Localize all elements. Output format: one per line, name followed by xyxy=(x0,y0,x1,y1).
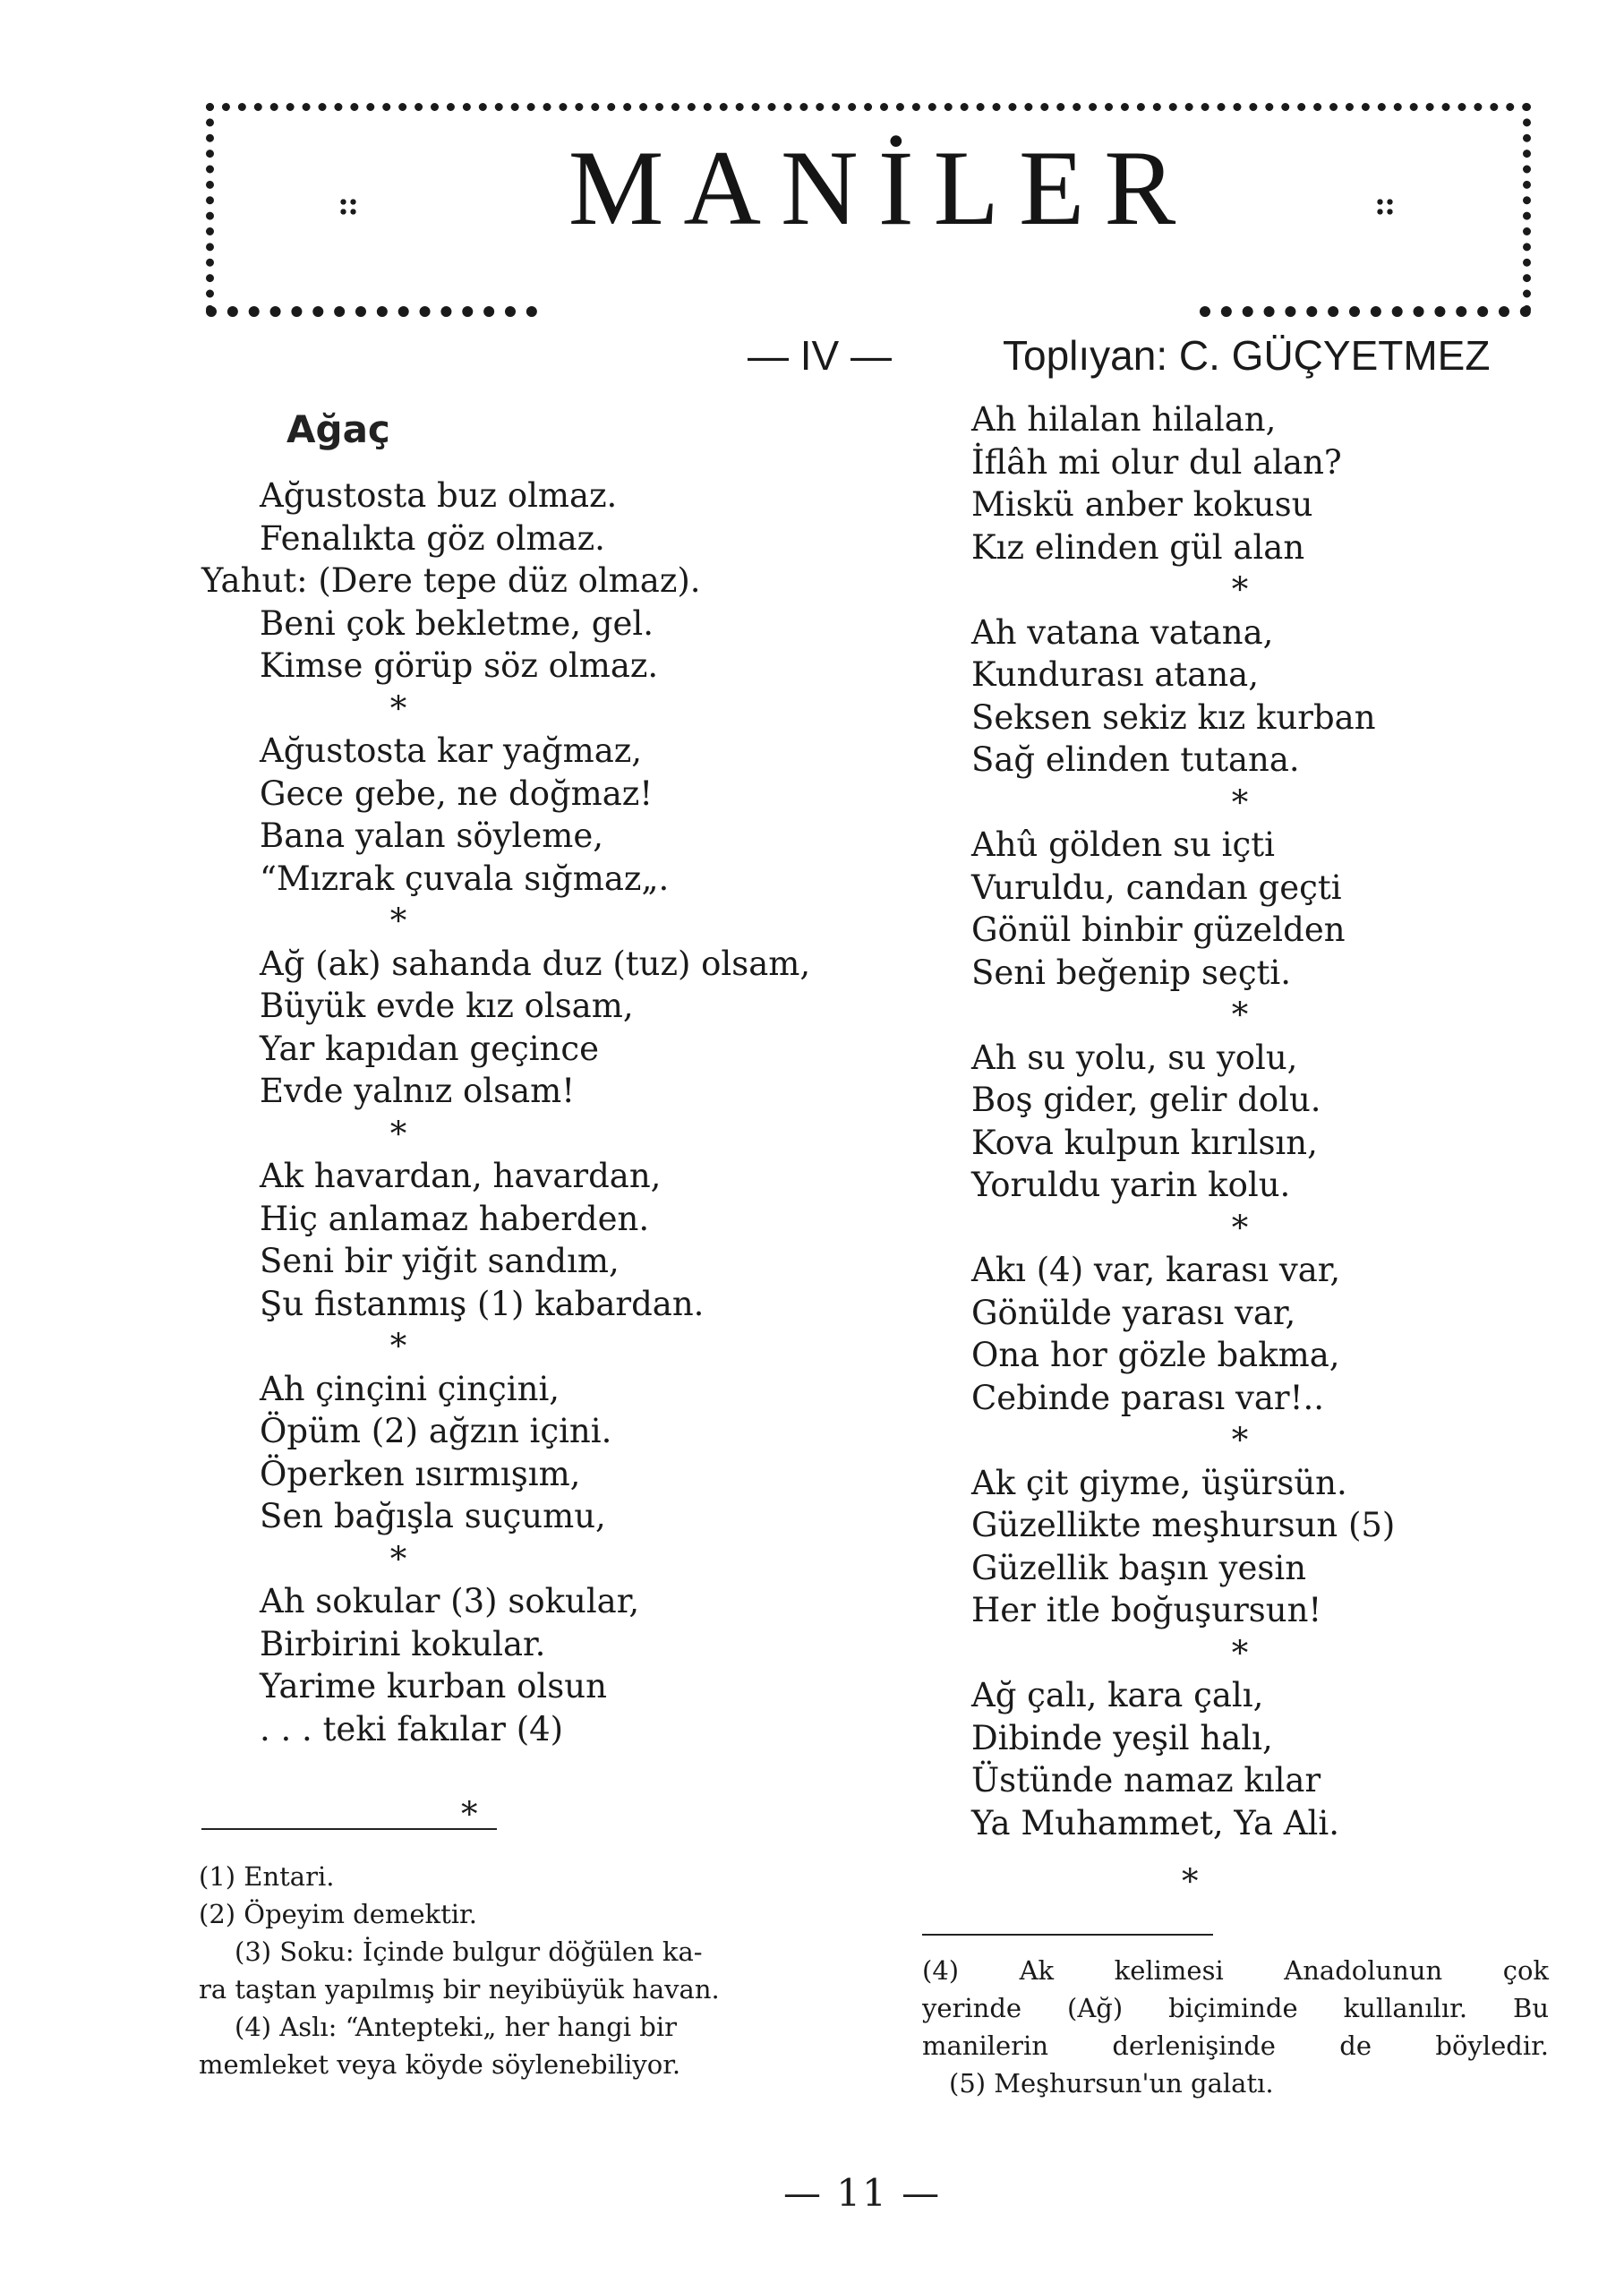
verse-line: Yahut: (Dere tepe düz olmaz). xyxy=(201,561,701,600)
stanza-separator: * xyxy=(389,1539,407,1578)
verse-line: Yoruldu yarin kolu. xyxy=(971,1166,1291,1204)
footnote-rule xyxy=(201,1828,497,1830)
footnote: (4) Ak kelimesi Anadolunun çok xyxy=(922,1955,1549,1986)
verse-line: Miskü anber kokusu xyxy=(971,485,1313,524)
stanza-separator: * xyxy=(461,1795,478,1834)
stanza xyxy=(971,1249,1473,1419)
verse-line: Her itle boğuşursun! xyxy=(971,1591,1322,1629)
verse-line: Cebinde parası var!.. xyxy=(971,1378,1325,1417)
right-column xyxy=(971,398,1473,1844)
verse-line: Ah vatana vatana, xyxy=(971,612,1274,652)
verse-line: Kundurası atana, xyxy=(971,655,1259,694)
verse-line: Ak çit giyme, üşürsün. xyxy=(971,1463,1347,1502)
verse-line: Öperken ısırmışım, xyxy=(260,1454,581,1493)
verse-line: Üstünde namaz kılar xyxy=(971,1761,1321,1800)
stanza xyxy=(201,1155,936,1325)
stanza xyxy=(201,943,936,1113)
footnote: memleket veya köyde söylenebiliyor. xyxy=(199,2049,681,2080)
header-border-bottom-right xyxy=(1200,306,1531,317)
verse-line: Evde yalnız olsam! xyxy=(260,1072,576,1110)
verse-line: Ah hilalan hilalan, xyxy=(971,400,1277,439)
stanza xyxy=(971,1462,1473,1632)
verse-line: Gönülde yarası var, xyxy=(971,1293,1296,1332)
stanza-separator: * xyxy=(389,902,407,940)
stanza-separator: * xyxy=(1231,1421,1249,1459)
verse-line: Öpüm (2) ağzın içini. xyxy=(260,1412,612,1450)
verse-line: Yar kapıdan geçince xyxy=(260,1029,599,1068)
verse-line: Kova kulpun kırılsın, xyxy=(971,1123,1318,1162)
footnotes-left xyxy=(199,1858,843,2083)
verse-line: Gece gebe, ne doğmaz! xyxy=(260,774,654,813)
stanza xyxy=(971,611,1473,782)
verse-line: Güzellikte meşhursun (5) xyxy=(971,1506,1396,1544)
verse-line: Ah su yolu, su yolu, xyxy=(971,1038,1298,1077)
verse-line: Seksen sekiz kız kurban xyxy=(971,697,1376,737)
verse-line: Büyük evde kız olsam, xyxy=(260,987,634,1025)
stanza xyxy=(201,1580,936,1750)
footnote: (1) Entari. xyxy=(199,1861,335,1892)
verse-line: İflâh mi olur dul alan? xyxy=(971,442,1342,482)
verse-line: Seni bir yiğit sandım, xyxy=(260,1242,620,1280)
verse-line: Ağustosta kar yağmaz, xyxy=(260,731,643,770)
collector-credit: Toplıyan: C. GÜÇYETMEZ xyxy=(1003,332,1491,379)
footnotes-right xyxy=(922,1952,1549,2102)
stanza xyxy=(201,730,936,900)
verse-line: Fenalıkta göz olmaz. xyxy=(260,518,605,558)
footnote: (5) Meşhursun'un galatı. xyxy=(949,2068,1274,2099)
verse-line: Kız elinden gül alan xyxy=(971,527,1305,567)
verse-line: Sen bağışla suçumu, xyxy=(260,1497,606,1535)
stanza xyxy=(201,1368,936,1538)
stanza xyxy=(971,824,1473,994)
stanza-separator: * xyxy=(1231,1208,1249,1247)
verse-line: Ağustosta buz olmaz. xyxy=(260,476,618,515)
verse-line: Beni çok bekletme, gel. xyxy=(260,603,654,643)
header-ornament-right xyxy=(1375,197,1395,217)
stanza-separator: * xyxy=(1231,996,1249,1034)
verse-line: Ahû gölden su içti xyxy=(971,825,1275,864)
verse-line: “Mızrak çuvala sığmaz„. xyxy=(260,859,670,898)
footnote: yerinde (Ağ) biçiminde kullanılır. Bu xyxy=(922,1993,1549,2023)
verse-line: Seni beğenip seçti. xyxy=(971,953,1292,992)
verse-line: Ah çinçini çinçini, xyxy=(260,1369,560,1408)
verse-line: Şu fistanmış (1) kabardan. xyxy=(260,1284,705,1323)
verse-line: Boş gider, gelir dolu. xyxy=(971,1081,1321,1119)
page-title: MANİLER xyxy=(568,128,1196,247)
verse-line: Güzellik başın yesin xyxy=(971,1548,1307,1587)
verse-line: Sağ elinden tutana. xyxy=(971,740,1300,779)
stanza-separator: * xyxy=(389,1114,407,1153)
left-column xyxy=(201,474,936,1750)
verse-line: Kimse görüp söz olmaz. xyxy=(260,646,659,685)
stanza-separator: * xyxy=(1231,1633,1249,1672)
footnote: ra taştan yapılmış bir neyibüyük havan. xyxy=(199,1974,720,2005)
footnote: (4) Aslı: “Antepteki„ her hangi bir xyxy=(235,2012,677,2042)
stanza xyxy=(201,474,936,688)
stanza-separator: * xyxy=(1231,570,1249,609)
verse-line: Ah sokular (3) sokular, xyxy=(260,1582,640,1620)
verse-line: Dibinde yeşil halı, xyxy=(971,1718,1273,1757)
footnote: manilerin derlenişinde de böyledir. xyxy=(922,2030,1549,2061)
verse-line: Birbirini kokular. xyxy=(260,1624,546,1663)
verse-line: Akı (4) var, karası var, xyxy=(971,1251,1341,1289)
footnote-rule xyxy=(922,1934,1213,1936)
verse-line: Yarime kurban olsun xyxy=(260,1667,607,1706)
section-heading: Ağaç xyxy=(286,407,390,451)
page-number: — 11 — xyxy=(783,2171,942,2215)
verse-line: Vuruldu, candan geçti xyxy=(971,868,1342,907)
verse-line: Bana yalan söyleme, xyxy=(260,816,603,855)
verse-line: . . . teki fakılar (4) xyxy=(260,1709,564,1748)
verse-line: Hiç anlamaz haberden. xyxy=(260,1199,650,1238)
footnote: (2) Öpeyim demektir. xyxy=(199,1899,477,1929)
verse-line: Gönül binbir güzelden xyxy=(971,910,1346,949)
stanza-separator: * xyxy=(1182,1862,1199,1901)
verse-line: Ağ çalı, kara çalı, xyxy=(971,1676,1264,1714)
verse-line: Ak havardan, havardan, xyxy=(260,1157,662,1195)
footnote: (3) Soku: İçinde bulgur döğülen ka- xyxy=(235,1936,703,1967)
stanza xyxy=(971,398,1473,568)
stanza-separator: * xyxy=(1231,782,1249,822)
header-border-bottom-left xyxy=(206,306,537,317)
verse-line: Ağ (ak) sahanda duz (tuz) olsam, xyxy=(260,944,811,983)
verse-line: Ona hor gözle bakma, xyxy=(971,1336,1340,1374)
stanza xyxy=(971,1674,1473,1844)
stanza-separator: * xyxy=(389,688,407,728)
stanza xyxy=(971,1037,1473,1207)
verse-line: Ya Muhammet, Ya Ali. xyxy=(971,1803,1339,1842)
part-number: — IV — xyxy=(748,332,893,379)
header-ornament-left xyxy=(338,197,358,217)
stanza-separator: * xyxy=(389,1327,407,1365)
